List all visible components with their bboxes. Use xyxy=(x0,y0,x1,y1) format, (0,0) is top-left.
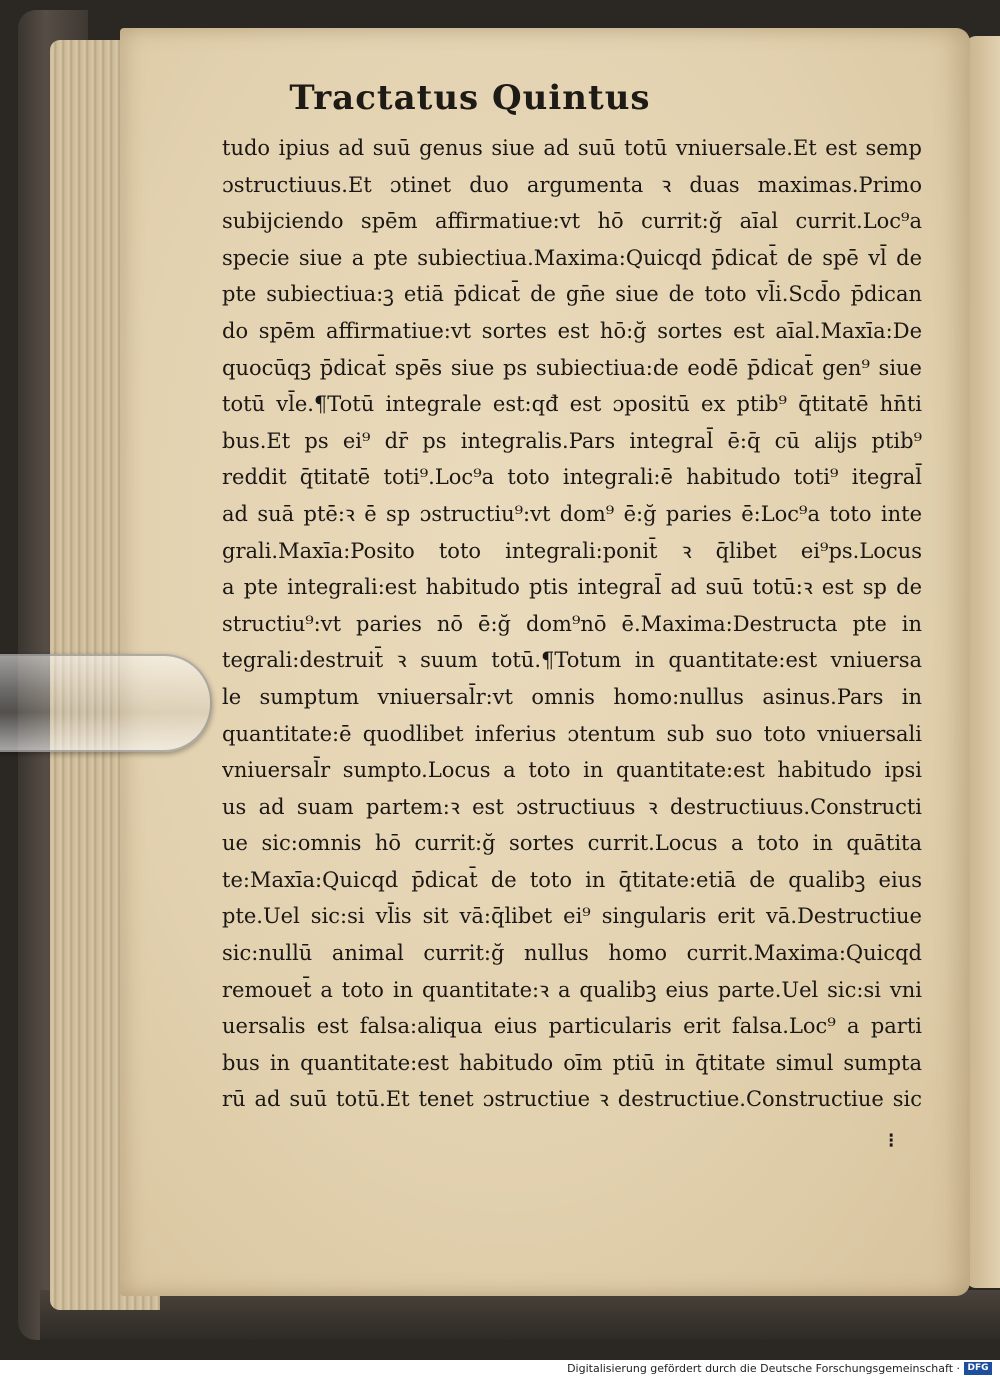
text-line: remouet̄ a toto in quantitate:ꝛ a qualibꝫ eius parte.Uel sic:si vni xyxy=(222,977,922,1002)
text-line: rū ad suū totū.Et tenet ɔstructiue ꝛ destructiue.Constructiue sic xyxy=(222,1087,922,1112)
text-line: a pte integrali:est habitudo ptis integral̄ ad suū totū:ꝛ est sp de xyxy=(222,575,922,600)
text-line: bus in quantitate:est habitudo oīm ptiū in q̄titate simul sumpta xyxy=(222,1050,922,1075)
text-line: subijciendo spēm affirmatiue:vt hō currit:ğ aīal currit.Loc⁹a xyxy=(222,209,922,234)
text-line: ad suā ptē:ꝛ ē sp ɔstructiu⁹:vt dom⁹ ē:ğ paries ē:Loc⁹a toto inte xyxy=(222,501,922,526)
text-line: specie siue a pte subiectiua.Maxima:Quicqd p̄dicat̄ de spē vl̄ de xyxy=(222,245,922,270)
digitization-credit: Digitalisierung gefördert durch die Deutsche Forschungsgemeinschaft · xyxy=(567,1362,960,1375)
text-line: uersalis est falsa:aliqua eius particularis erit falsa.Loc⁹ a parti xyxy=(222,1014,922,1039)
text-line: ɔstructiuus.Et ɔtinet duo argumenta ꝛ duas maximas.Primo xyxy=(222,172,922,197)
text-line: quocūqꝫ p̄dicat̄ spēs siue ps subiectiua:de eodē p̄dicat̄ gen⁹ siue xyxy=(222,355,922,380)
text-line: us ad suam partem:ꝛ est ɔstructiuus ꝛ destructiuus.Constructi xyxy=(222,794,922,819)
signature-mark: ⁝ xyxy=(888,1128,895,1152)
text-line: le sumptum vniuersal̄r:vt omnis homo:nullus asinus.Pars in xyxy=(222,684,922,709)
text-line: do spēm affirmatiue:vt sortes est hō:ğ sortes est aīal.Maxīa:De xyxy=(222,318,922,343)
text-line: quantitate:ē quodlibet inferius ɔtentum sub suo toto vniuersali xyxy=(222,721,922,746)
text-line: structiu⁹:vt paries nō ē:ğ dom⁹nō ē.Maxima:Destructa pte in xyxy=(222,611,922,636)
facing-page-edge xyxy=(966,36,1000,1288)
text-line: vniuersal̄r sumpto.Locus a toto in quantitate:est habitudo ipsi xyxy=(222,758,922,783)
running-head: Tractatus Quintus xyxy=(289,78,651,118)
book-cover-bottom xyxy=(40,1290,1000,1340)
text-line: te:Maxīa:Quicqd p̄dicat̄ de toto in q̄titate:etiā de qualibꝫ eius xyxy=(222,867,922,892)
text-line: pte subiectiua:ꝫ etiā p̄dicat̄ de gn̄e siue de toto vl̄i.Scd̄o p̄dican xyxy=(222,282,922,307)
dfg-logo: DFG xyxy=(964,1362,992,1375)
text-line: tudo ipius ad suū genus siue ad suū totū vniuersale.Et est semp xyxy=(222,136,922,160)
text-line: sic:nullū animal currit:ğ nullus homo currit.Maxima:Quicqd xyxy=(222,941,922,966)
text-line: tegrali:destruit̄ ꝛ suum totū.¶Totum in quantitate:est vniuersa xyxy=(222,648,922,673)
text-line: bus.Et ps ei⁹ dr̄ ps integralis.Pars integral̄ ē:q̄ cū alijs ptib⁹ xyxy=(222,428,922,453)
text-block xyxy=(222,130,922,1118)
text-line: reddit q̄titatē toti⁹.Loc⁹a toto integrali:ē habitudo toti⁹ itegral̄ xyxy=(222,465,922,490)
text-line: pte.Uel sic:si vl̄is sit vā:q̄libet ei⁹ singularis erit vā.Destructiue xyxy=(222,904,922,929)
text-line: ue sic:omnis hō currit:ğ sortes currit.Locus a toto in quātita xyxy=(222,831,922,856)
text-line: grali.Maxīa:Posito toto integrali:ponit̄ ꝛ q̄libet ei⁹ps.Locus xyxy=(222,538,922,563)
text-line: totū vl̄e.¶Totū integrale est:qđ est ɔpositū ex ptib⁹ q̄titatē hn̄ti xyxy=(222,392,922,417)
glass-page-weight xyxy=(0,654,212,752)
